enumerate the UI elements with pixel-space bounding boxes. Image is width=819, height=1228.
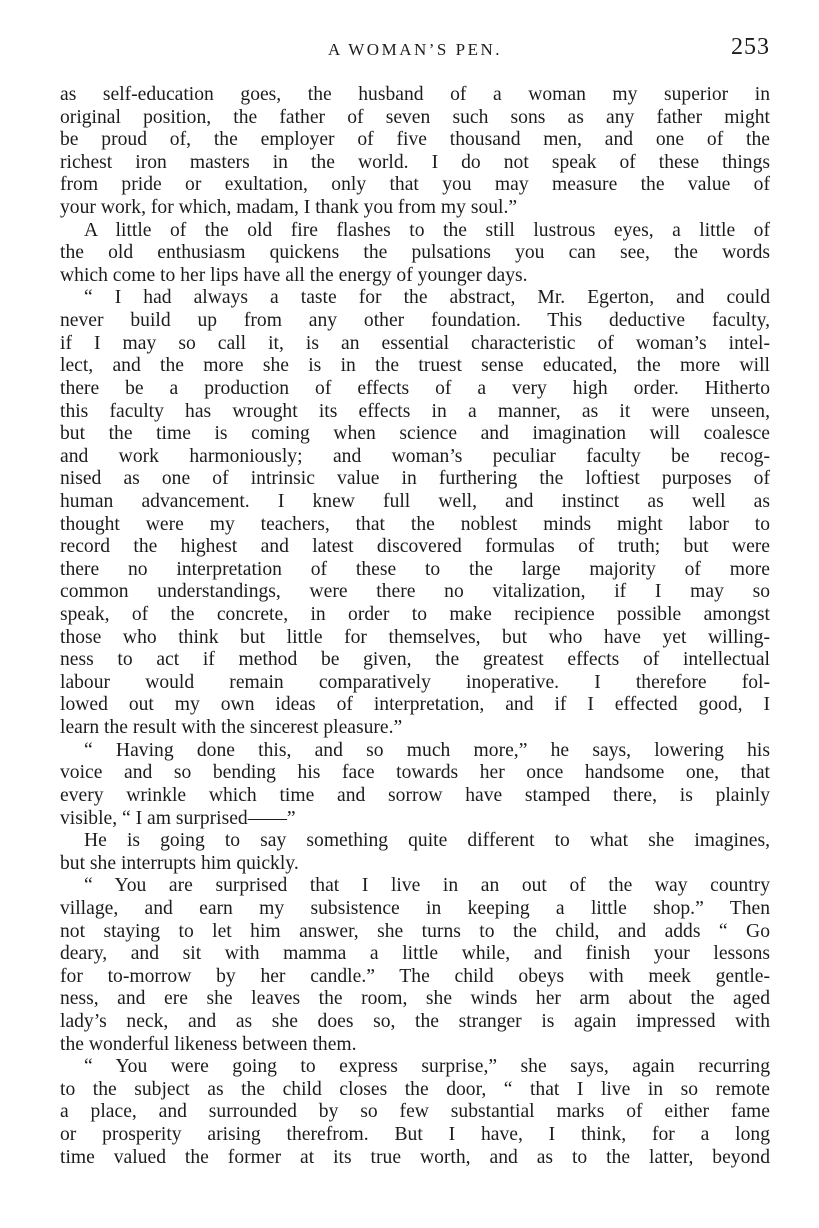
text-line: not staying to let him answer, she turns to the child, and adds “ Go [60, 920, 770, 942]
text-line: a place, and surrounded by so few substantial marks of either fame [60, 1101, 770, 1123]
text-line: visible, “ I am surprised——” [60, 807, 296, 829]
text-line: ness, and ere she leaves the room, she winds her arm about the aged [60, 988, 770, 1010]
text-line: deary, and sit with mamma a little while, and finish your lessons [60, 943, 770, 965]
text-line: if I may so call it, is an essential characteristic of woman’s intel- [60, 332, 770, 354]
text-line: common understandings, were there no vitalization, if I may so [60, 581, 770, 603]
text-line: the wonderful likeness between them. [60, 1033, 357, 1055]
text-line: but she interrupts him quickly. [60, 852, 299, 874]
text-line: every wrinkle which time and sorrow have stamped there, is plainly [60, 784, 770, 806]
text-line: for to-morrow by her candle.” The child obeys with meek gentle- [60, 965, 770, 987]
text-line: richest iron masters in the world. I do not speak of these things [60, 151, 770, 173]
text-line: never build up from any other foundation. This deductive faculty, [60, 310, 770, 332]
text-line: labour would remain comparatively inoperative. I therefore fol- [60, 671, 770, 693]
text-line: this faculty has wrought its effects in a manner, as it were unseen, [60, 400, 770, 422]
text-line: those who think but little for themselves, but who have yet willing- [60, 626, 770, 648]
text-line: from pride or exultation, only that you may measure the value of [60, 174, 770, 196]
running-title: A WOMAN’S PEN. [327, 40, 502, 59]
text-line: be proud of, the employer of five thousand men, and one of the [60, 129, 770, 151]
text-line: time valued the former at its true worth, and as to the latter, beyond [60, 1146, 770, 1168]
text-line: as self-education goes, the husband of a woman my superior in [60, 84, 770, 105]
text-line: and work harmoniously; and woman’s peculiar faculty be recog- [60, 445, 770, 467]
text-line: there no interpretation of these to the large majority of more [60, 558, 770, 580]
text-line: which come to her lips have all the energy of younger days. [60, 264, 528, 286]
text-line: “ You are surprised that I live in an out of the way country [84, 875, 770, 897]
text-line: nised as one of intrinsic value in furthering the loftiest purposes of [60, 468, 770, 490]
text-line: speak, of the concrete, in order to make recipience possible amongst [60, 604, 770, 626]
text-line: lect, and the more she is in the truest sense educated, the more will [60, 355, 770, 377]
text-line: original position, the father of seven such sons as any father might [60, 106, 770, 128]
text-line: but the time is coming when science and imagination will coalesce [60, 423, 770, 445]
text-line: thought were my teachers, that the noblest minds might labor to [60, 513, 770, 535]
text-line: learn the result with the sincerest pleasure.” [60, 717, 403, 739]
text-line: “ Having done this, and so much more,” he says, lowering his [84, 739, 770, 761]
text-line: to the subject as the child closes the door, “ that I live in so remote [60, 1078, 770, 1100]
text-line: there be a production of effects of a very high order. Hitherto [60, 377, 770, 399]
text-line: voice and so bending his face towards her once handsome one, that [60, 762, 770, 784]
text-line: your work, for which, madam, I thank you from my soul.” [60, 197, 518, 219]
text-line: or prosperity arising therefrom. But I have, I think, for a long [60, 1124, 770, 1146]
text-line: “ I had always a taste for the abstract, Mr. Egerton, and could [84, 287, 770, 309]
text-line: human advancement. I knew full well, and instinct as well as [60, 490, 770, 512]
text-line: ness to act if method be given, the greatest effects of intellectual [60, 649, 770, 671]
text-line: “ You were going to express surprise,” she says, again recurring [84, 1056, 770, 1078]
text-line: A little of the old fire flashes to the still lustrous eyes, a little of [84, 219, 770, 241]
body-text [60, 84, 770, 1169]
text-line: the old enthusiasm quickens the pulsations you can see, the words [60, 242, 770, 264]
page-number: 253 [731, 34, 770, 60]
text-line: lady’s neck, and as she does so, the stranger is again impressed with [60, 1010, 770, 1032]
text-line: lowed out my own ideas of interpretation, and if I effected good, I [60, 694, 770, 716]
text-line: record the highest and latest discovered formulas of truth; but were [60, 536, 770, 558]
running-head [60, 36, 770, 66]
text-line: village, and earn my subsistence in keeping a little shop.” Then [60, 897, 770, 919]
text-line: He is going to say something quite different to what she imagines, [84, 830, 770, 852]
